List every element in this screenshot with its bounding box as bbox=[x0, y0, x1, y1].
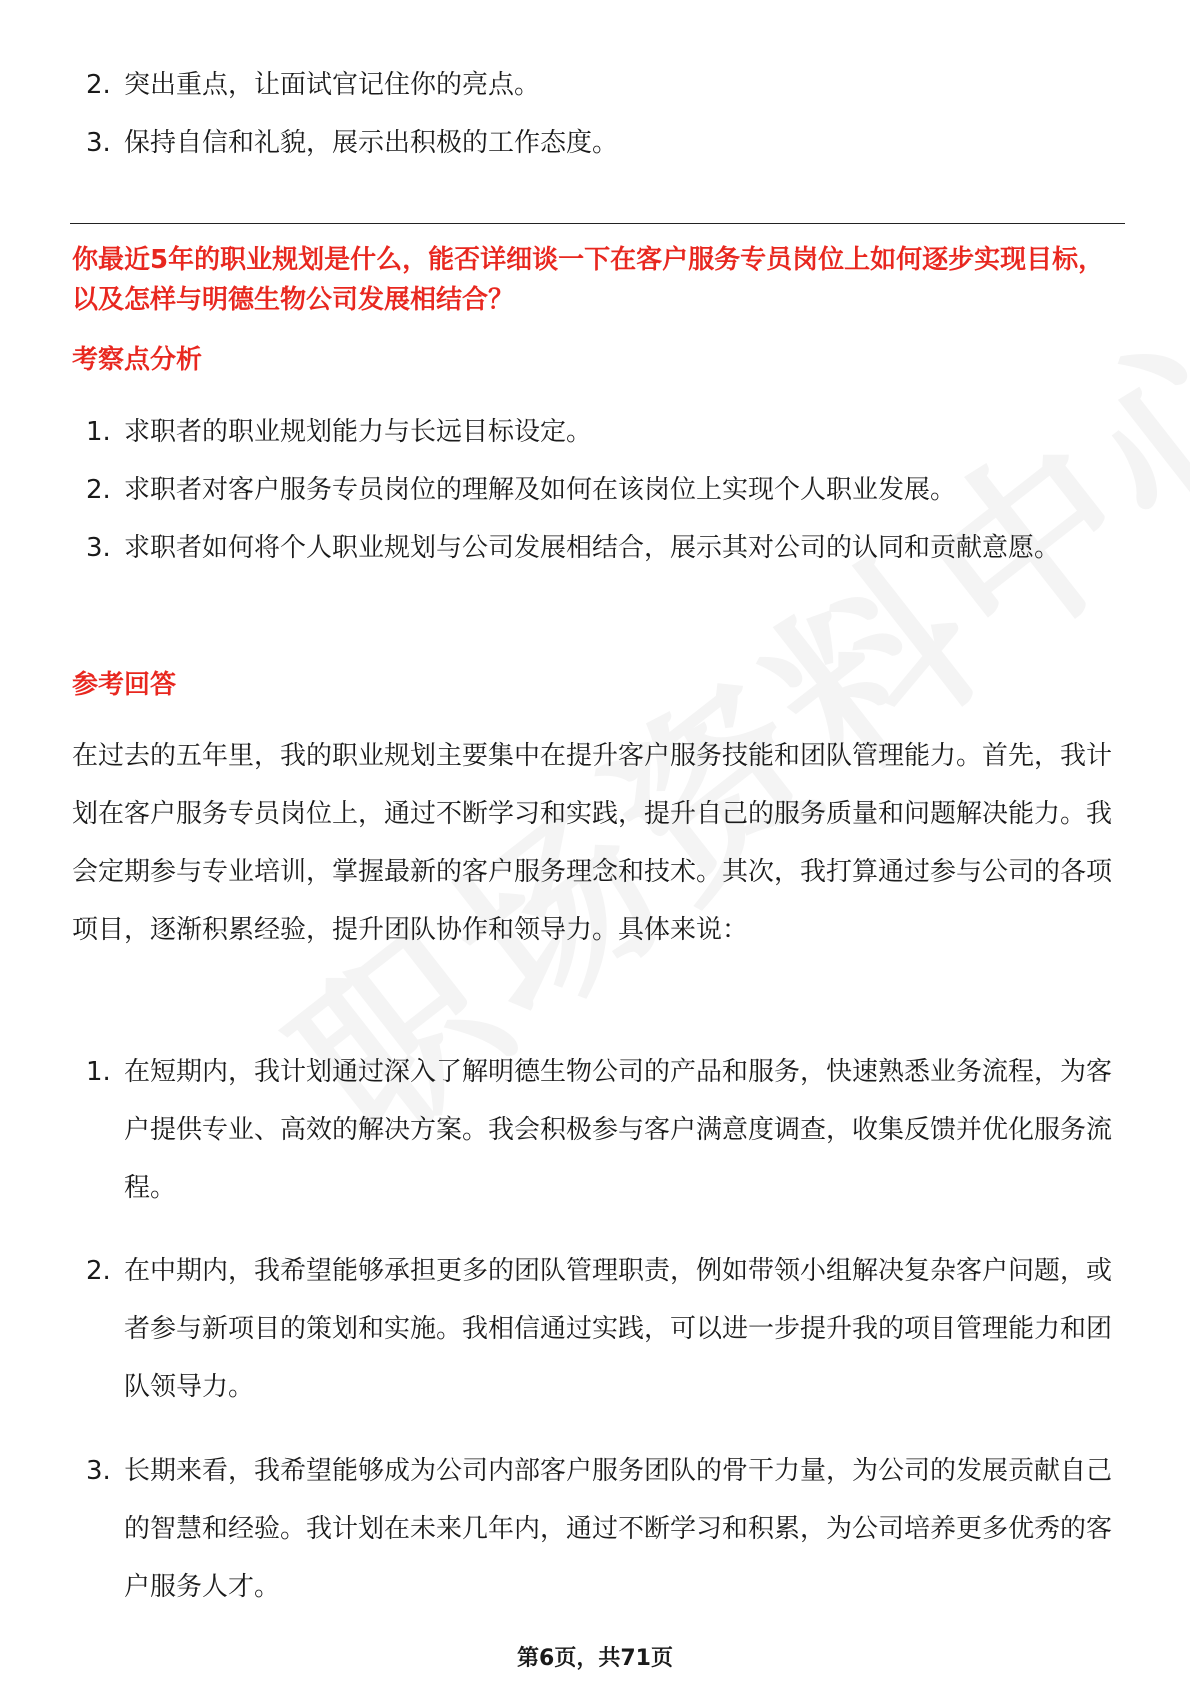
list-item bbox=[0, 461, 1190, 519]
list-number: 3. bbox=[86, 533, 111, 563]
list-item-text: 突出重点，让面试官记住你的亮点。 bbox=[124, 70, 541, 100]
list-number: 1. bbox=[86, 1057, 111, 1087]
list-item-text: 在中期内，我希望能够承担更多的团队管理职责，例如带领小组解决复杂客户问题，或者参与新项目的策划和实施。我相信通过实践，可以进一步提升我的项目管理能力和团队领导力。 bbox=[124, 1256, 1113, 1402]
section-divider bbox=[70, 223, 1125, 224]
continued-tips-list bbox=[0, 56, 1190, 172]
answer-heading: 参考回答 bbox=[72, 670, 177, 700]
list-number: 1. bbox=[86, 417, 111, 447]
list-item-text: 长期来看，我希望能够成为公司内部客户服务团队的骨干力量，为公司的发展贡献自己的智慧和经验。我计划在未来几年内，通过不断学习和积累，为公司培养更多优秀的客户服务人才。 bbox=[124, 1456, 1113, 1602]
page-number-footer: 第6页，共71页 bbox=[517, 1646, 673, 1671]
list-item-text: 保持自信和礼貌，展示出积极的工作态度。 bbox=[124, 128, 619, 158]
list-number: 2. bbox=[86, 1256, 111, 1286]
analysis-heading: 考察点分析 bbox=[72, 345, 203, 375]
list-number: 3. bbox=[86, 128, 111, 158]
list-item bbox=[0, 114, 1190, 172]
list-item-text: 在短期内，我计划通过深入了解明德生物公司的产品和服务，快速熟悉业务流程，为客户提供专业、高效的解决方案。我会积极参与客户满意度调查，收集反馈并优化服务流程。 bbox=[124, 1057, 1113, 1203]
list-item-text: 求职者如何将个人职业规划与公司发展相结合，展示其对公司的认同和贡献意愿。 bbox=[124, 533, 1061, 563]
list-item-text: 求职者对客户服务专员岗位的理解及如何在该岗位上实现个人职业发展。 bbox=[124, 475, 957, 505]
analysis-list bbox=[0, 403, 1190, 577]
list-number: 3. bbox=[86, 1456, 111, 1486]
list-number: 2. bbox=[86, 475, 111, 505]
list-item bbox=[0, 403, 1190, 461]
list-item-text: 求职者的职业规划能力与长远目标设定。 bbox=[124, 417, 593, 447]
list-item bbox=[0, 56, 1190, 114]
answer-list bbox=[0, 1043, 1190, 1217]
list-number: 2. bbox=[86, 70, 111, 100]
list-item bbox=[0, 1043, 1190, 1217]
list-item bbox=[0, 519, 1190, 577]
list-item bbox=[0, 1442, 1190, 1616]
answer-list bbox=[0, 1442, 1190, 1616]
list-item bbox=[0, 1242, 1190, 1416]
interview-question: 你最近5年的职业规划是什么，能否详细谈一下在客户服务专员岗位上如何逐步实现目标，以及怎样与明德生物公司发展相结合？ bbox=[72, 245, 1105, 315]
answer-list bbox=[0, 1242, 1190, 1416]
answer-intro-paragraph: 在过去的五年里，我的职业规划主要集中在提升客户服务技能和团队管理能力。首先，我计划在客户服务专员岗位上，通过不断学习和实践，提升自己的服务质量和问题解决能力。我会定期参与专业培训，掌握最新的客户服务理念和技术。其次，我打算通过参与公司的各项项目，逐渐积累经验，提升团队协作和领导力。具体来说： bbox=[72, 741, 1113, 945]
